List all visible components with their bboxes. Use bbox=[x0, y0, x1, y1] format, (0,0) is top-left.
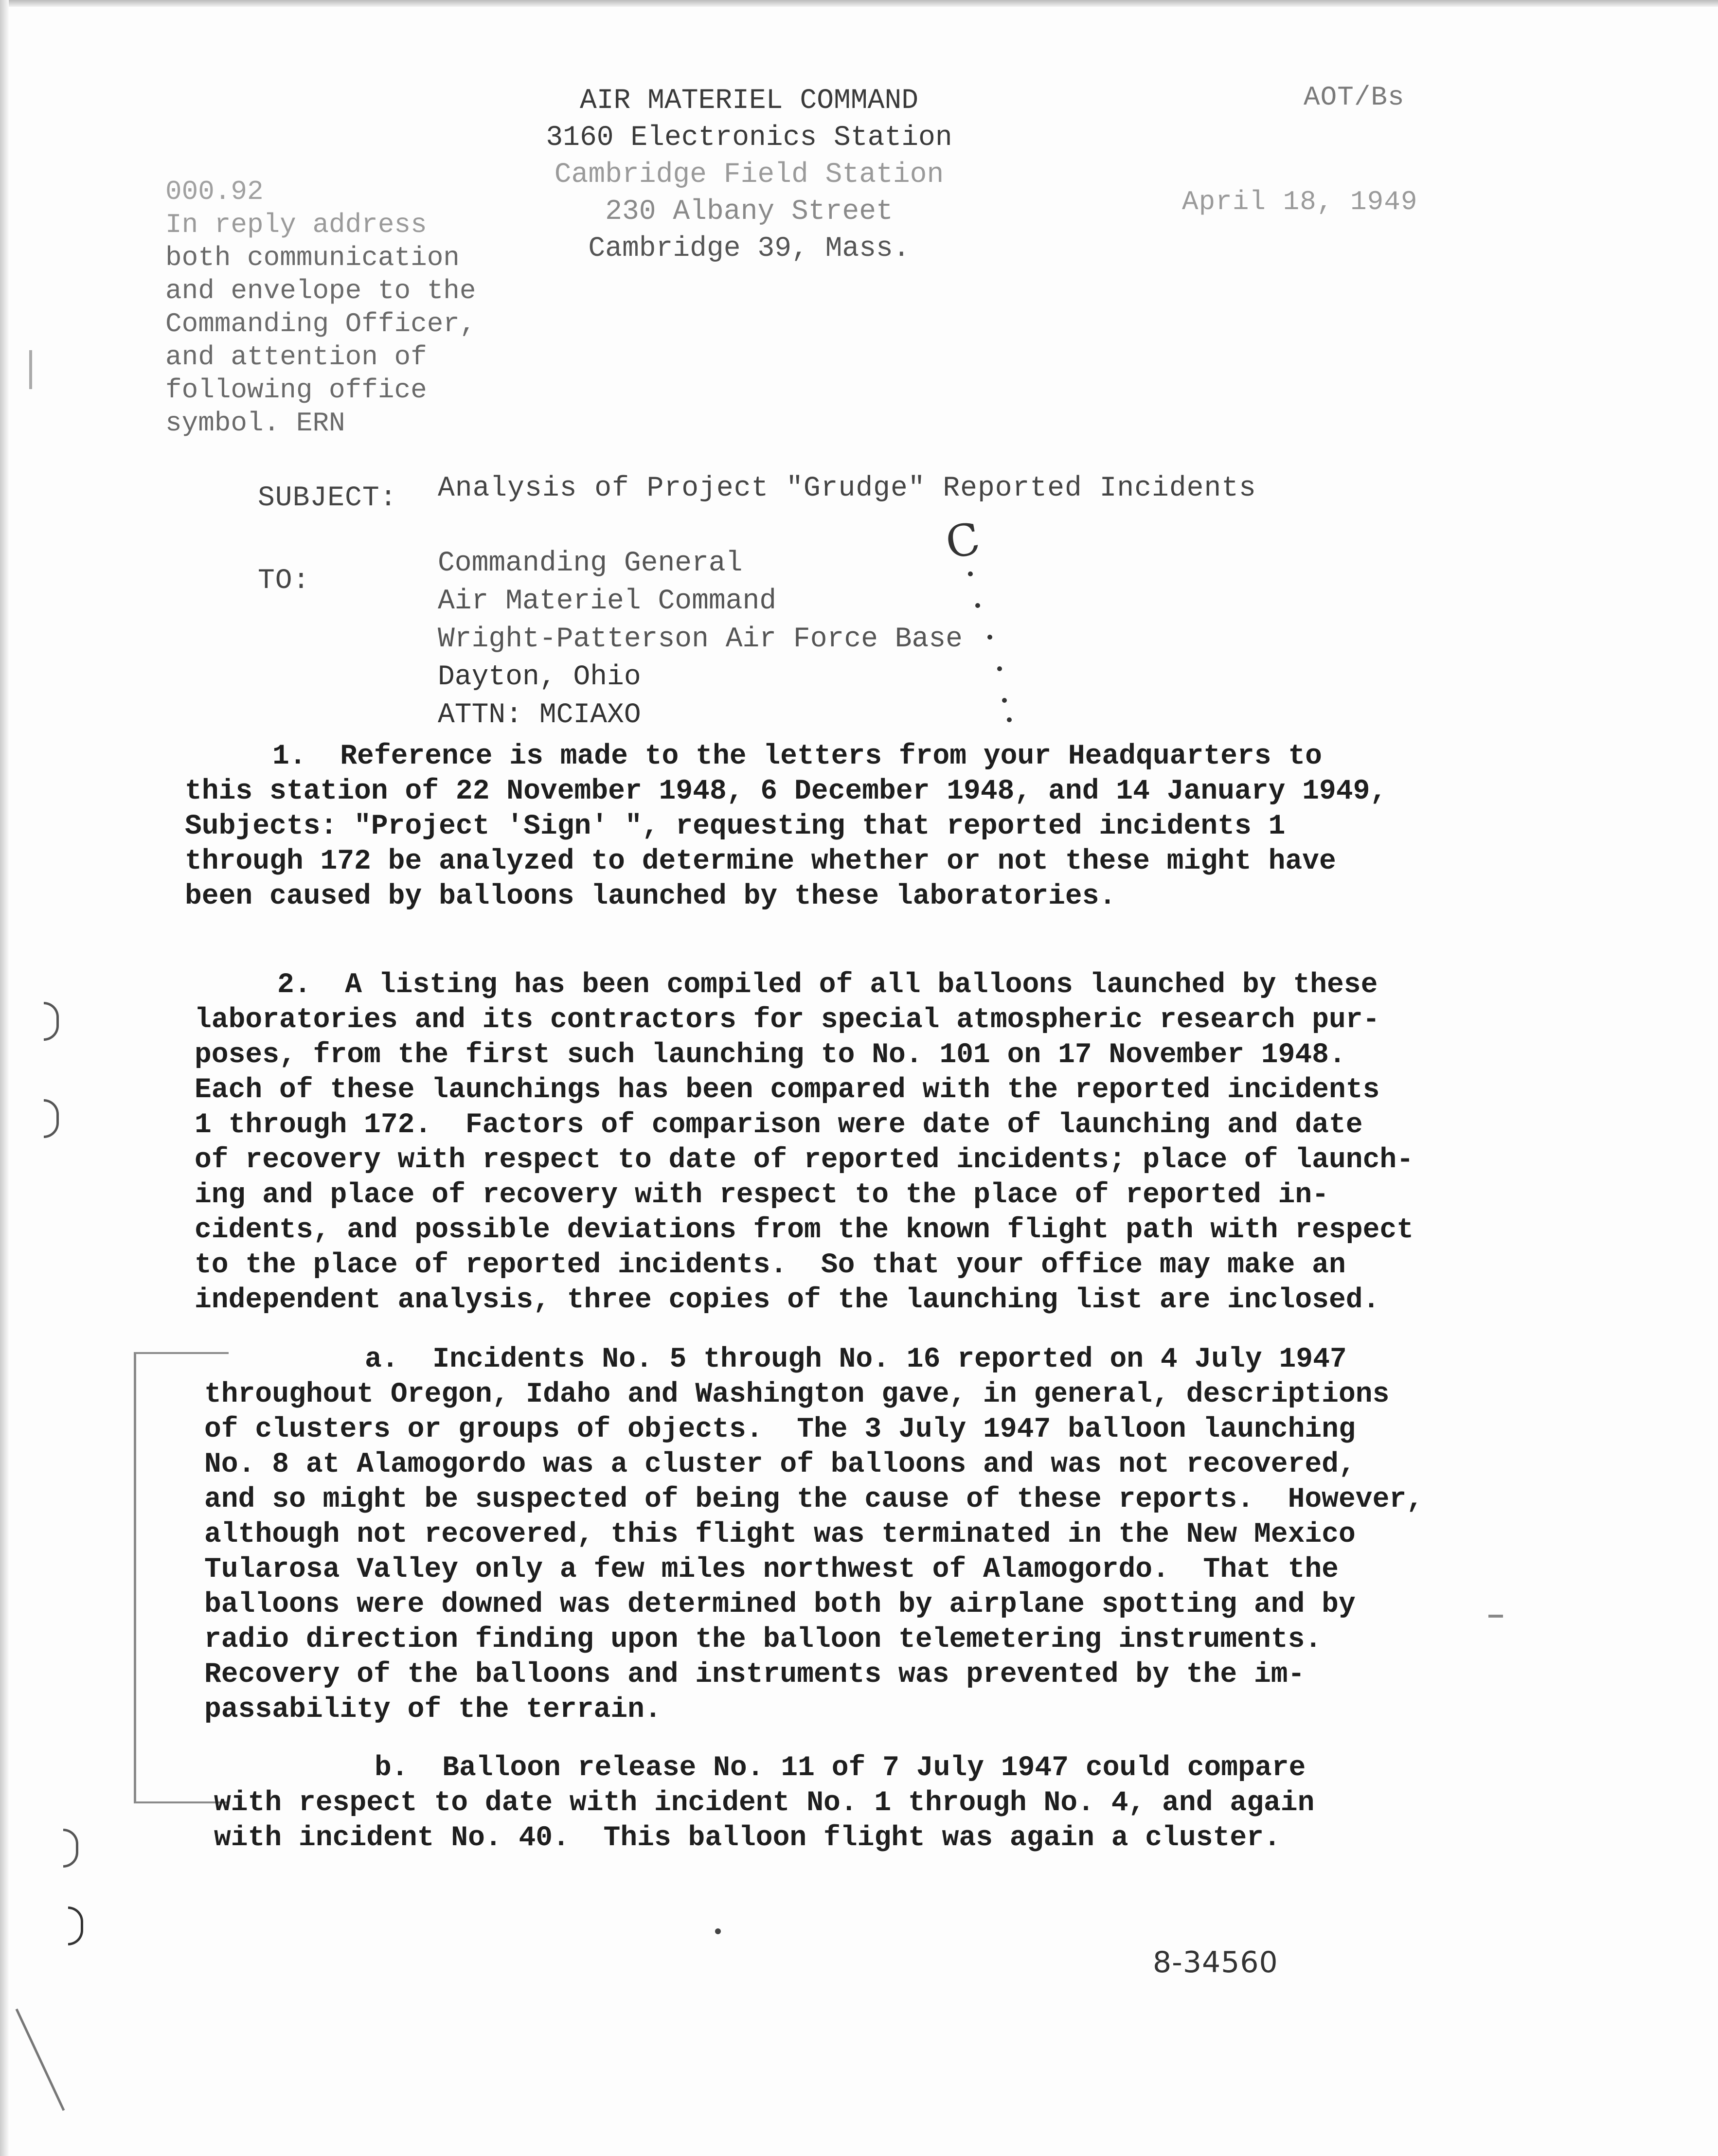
page-left-edge bbox=[0, 0, 9, 2156]
reply-line-3: and envelope to the bbox=[165, 275, 476, 306]
pen-dot bbox=[987, 635, 992, 640]
subject-label: SUBJECT: bbox=[258, 482, 397, 514]
paragraph-2a-line: although not recovered, this flight was terminated in the New Mexico bbox=[204, 1519, 1356, 1550]
recipient-line-1: Commanding General bbox=[438, 548, 743, 579]
letterhead-line-5: Cambridge 39, Mass. bbox=[588, 233, 910, 265]
pen-dot bbox=[997, 666, 1002, 671]
recipient-line-3: Wright-Patterson Air Force Base bbox=[438, 624, 963, 655]
reply-line-5: and attention of bbox=[165, 341, 427, 373]
paragraph-2a-line: No. 8 at Alamogordo was a cluster of balloons and was not recovered, bbox=[204, 1449, 1356, 1480]
paragraph-2a-line: radio direction finding upon the balloon telemetering instruments. bbox=[204, 1624, 1322, 1656]
reply-instructions bbox=[165, 175, 476, 440]
paragraph-2-line: 2. A listing has been compiled of all balloons launched by these bbox=[277, 969, 1378, 1001]
scan-mark bbox=[16, 2009, 65, 2111]
paragraph-2b bbox=[214, 1751, 1314, 1856]
hole-punch-mark bbox=[68, 1907, 83, 1945]
pen-dot bbox=[1007, 717, 1012, 722]
recipient-line-4: Dayton, Ohio bbox=[438, 661, 641, 693]
paragraph-2b-line: with respect to date with incident No. 1 through No. 4, and again bbox=[214, 1787, 1315, 1819]
reply-line-1: In reply address bbox=[165, 209, 427, 240]
paragraph-2-line: ing and place of recovery with respect to the place of reported in- bbox=[195, 1179, 1329, 1211]
recipient-address bbox=[438, 545, 963, 734]
reply-line-2: both communication bbox=[165, 242, 460, 273]
reply-line-4: Commanding Officer, bbox=[165, 308, 476, 339]
paragraph-1-line: Subjects: "Project 'Sign' ", requesting that reported incidents 1 bbox=[185, 811, 1286, 842]
paragraph-1-line: 1. Reference is made to the letters from your Headquarters to bbox=[272, 741, 1322, 772]
paragraph-2-line: independent analysis, three copies of the launching list are inclosed. bbox=[195, 1284, 1380, 1316]
paragraph-2a-line: a. Incidents No. 5 through No. 16 reported on 4 July 1947 bbox=[365, 1344, 1347, 1375]
footer-document-number: 8-34560 bbox=[1153, 1945, 1278, 1979]
paragraph-2-line: Each of these launchings has been compared with the reported incidents bbox=[195, 1074, 1380, 1106]
paragraph-2a-line: throughout Oregon, Idaho and Washington gave, in general, descriptions bbox=[204, 1379, 1390, 1410]
letterhead-line-1: AIR MATERIEL COMMAND bbox=[579, 85, 919, 117]
pen-dot bbox=[968, 571, 973, 576]
paragraph-2-line: to the place of reported incidents. So that your office may make an bbox=[195, 1249, 1346, 1281]
hole-punch-mark bbox=[44, 1099, 59, 1138]
paragraph-2-line: cidents, and possible deviations from the known flight path with respect bbox=[195, 1214, 1414, 1246]
paragraph-2a bbox=[204, 1342, 1423, 1728]
recipient-line-5: ATTN: MCIAXO bbox=[438, 699, 641, 731]
paragraph-2-line: of recovery with respect to date of reported incidents; place of launch- bbox=[195, 1144, 1414, 1176]
scan-mark bbox=[1488, 1615, 1503, 1618]
paragraph-1 bbox=[185, 739, 1387, 914]
scan-mark bbox=[29, 350, 32, 389]
letterhead-line-4: 230 Albany Street bbox=[605, 196, 893, 228]
letterhead-line-2: 3160 Electronics Station bbox=[546, 122, 952, 154]
hole-punch-mark bbox=[63, 1829, 78, 1868]
paragraph-2a-line: and so might be suspected of being the cause of these reports. However, bbox=[204, 1484, 1424, 1515]
hole-punch-mark bbox=[44, 1002, 59, 1041]
scan-mark bbox=[715, 1928, 721, 1934]
paragraph-2b-line: b. Balloon release No. 11 of 7 July 1947 could compare bbox=[375, 1752, 1306, 1784]
reply-line-7: symbol. ERN bbox=[165, 408, 345, 439]
recipient-line-2: Air Materiel Command bbox=[438, 586, 777, 617]
to-label: TO: bbox=[258, 565, 310, 597]
pen-dot bbox=[1002, 698, 1007, 703]
paragraph-1-line: this station of 22 November 1948, 6 December 1948, and 14 January 1949, bbox=[185, 776, 1387, 807]
paragraph-2b-line: with incident No. 40. This balloon flight was again a cluster. bbox=[214, 1822, 1281, 1854]
paragraph-2-line: 1 through 172. Factors of comparison were date of launching and date bbox=[195, 1109, 1363, 1141]
reply-line-6: following office bbox=[165, 374, 427, 406]
file-number: 000.92 bbox=[165, 176, 264, 207]
letterhead bbox=[530, 83, 968, 267]
pen-dot bbox=[975, 603, 980, 608]
subject-text: Analysis of Project "Grudge" Reported Incidents bbox=[438, 473, 1256, 504]
paragraph-1-line: been caused by balloons launched by these laboratories. bbox=[185, 881, 1116, 912]
paragraph-2a-line: passability of the terrain. bbox=[204, 1694, 662, 1726]
page-top-edge bbox=[0, 0, 1718, 7]
paragraph-2-line: poses, from the first such launching to No. 101 on 17 November 1948. bbox=[195, 1039, 1346, 1071]
paragraph-1-line: through 172 be analyzed to determine whether or not these might have bbox=[185, 846, 1336, 877]
paragraph-2a-line: Tularosa Valley only a few miles northwest of Alamogordo. That the bbox=[204, 1554, 1339, 1586]
paragraph-2a-line: Recovery of the balloons and instruments was prevented by the im- bbox=[204, 1659, 1305, 1691]
paragraph-2 bbox=[195, 968, 1414, 1318]
office-code: AOT/Bs bbox=[1304, 82, 1405, 113]
letterhead-line-3: Cambridge Field Station bbox=[554, 159, 944, 191]
paragraph-2-line: laboratories and its contractors for special atmospheric research pur- bbox=[195, 1004, 1380, 1036]
letter-date: April 18, 1949 bbox=[1182, 186, 1418, 217]
paragraph-2a-line: of clusters or groups of objects. The 3 July 1947 balloon launching bbox=[204, 1414, 1356, 1445]
paragraph-2a-line: balloons were downed was determined both by airplane spotting and by bbox=[204, 1589, 1356, 1621]
handwritten-c-mark: C bbox=[942, 513, 984, 570]
